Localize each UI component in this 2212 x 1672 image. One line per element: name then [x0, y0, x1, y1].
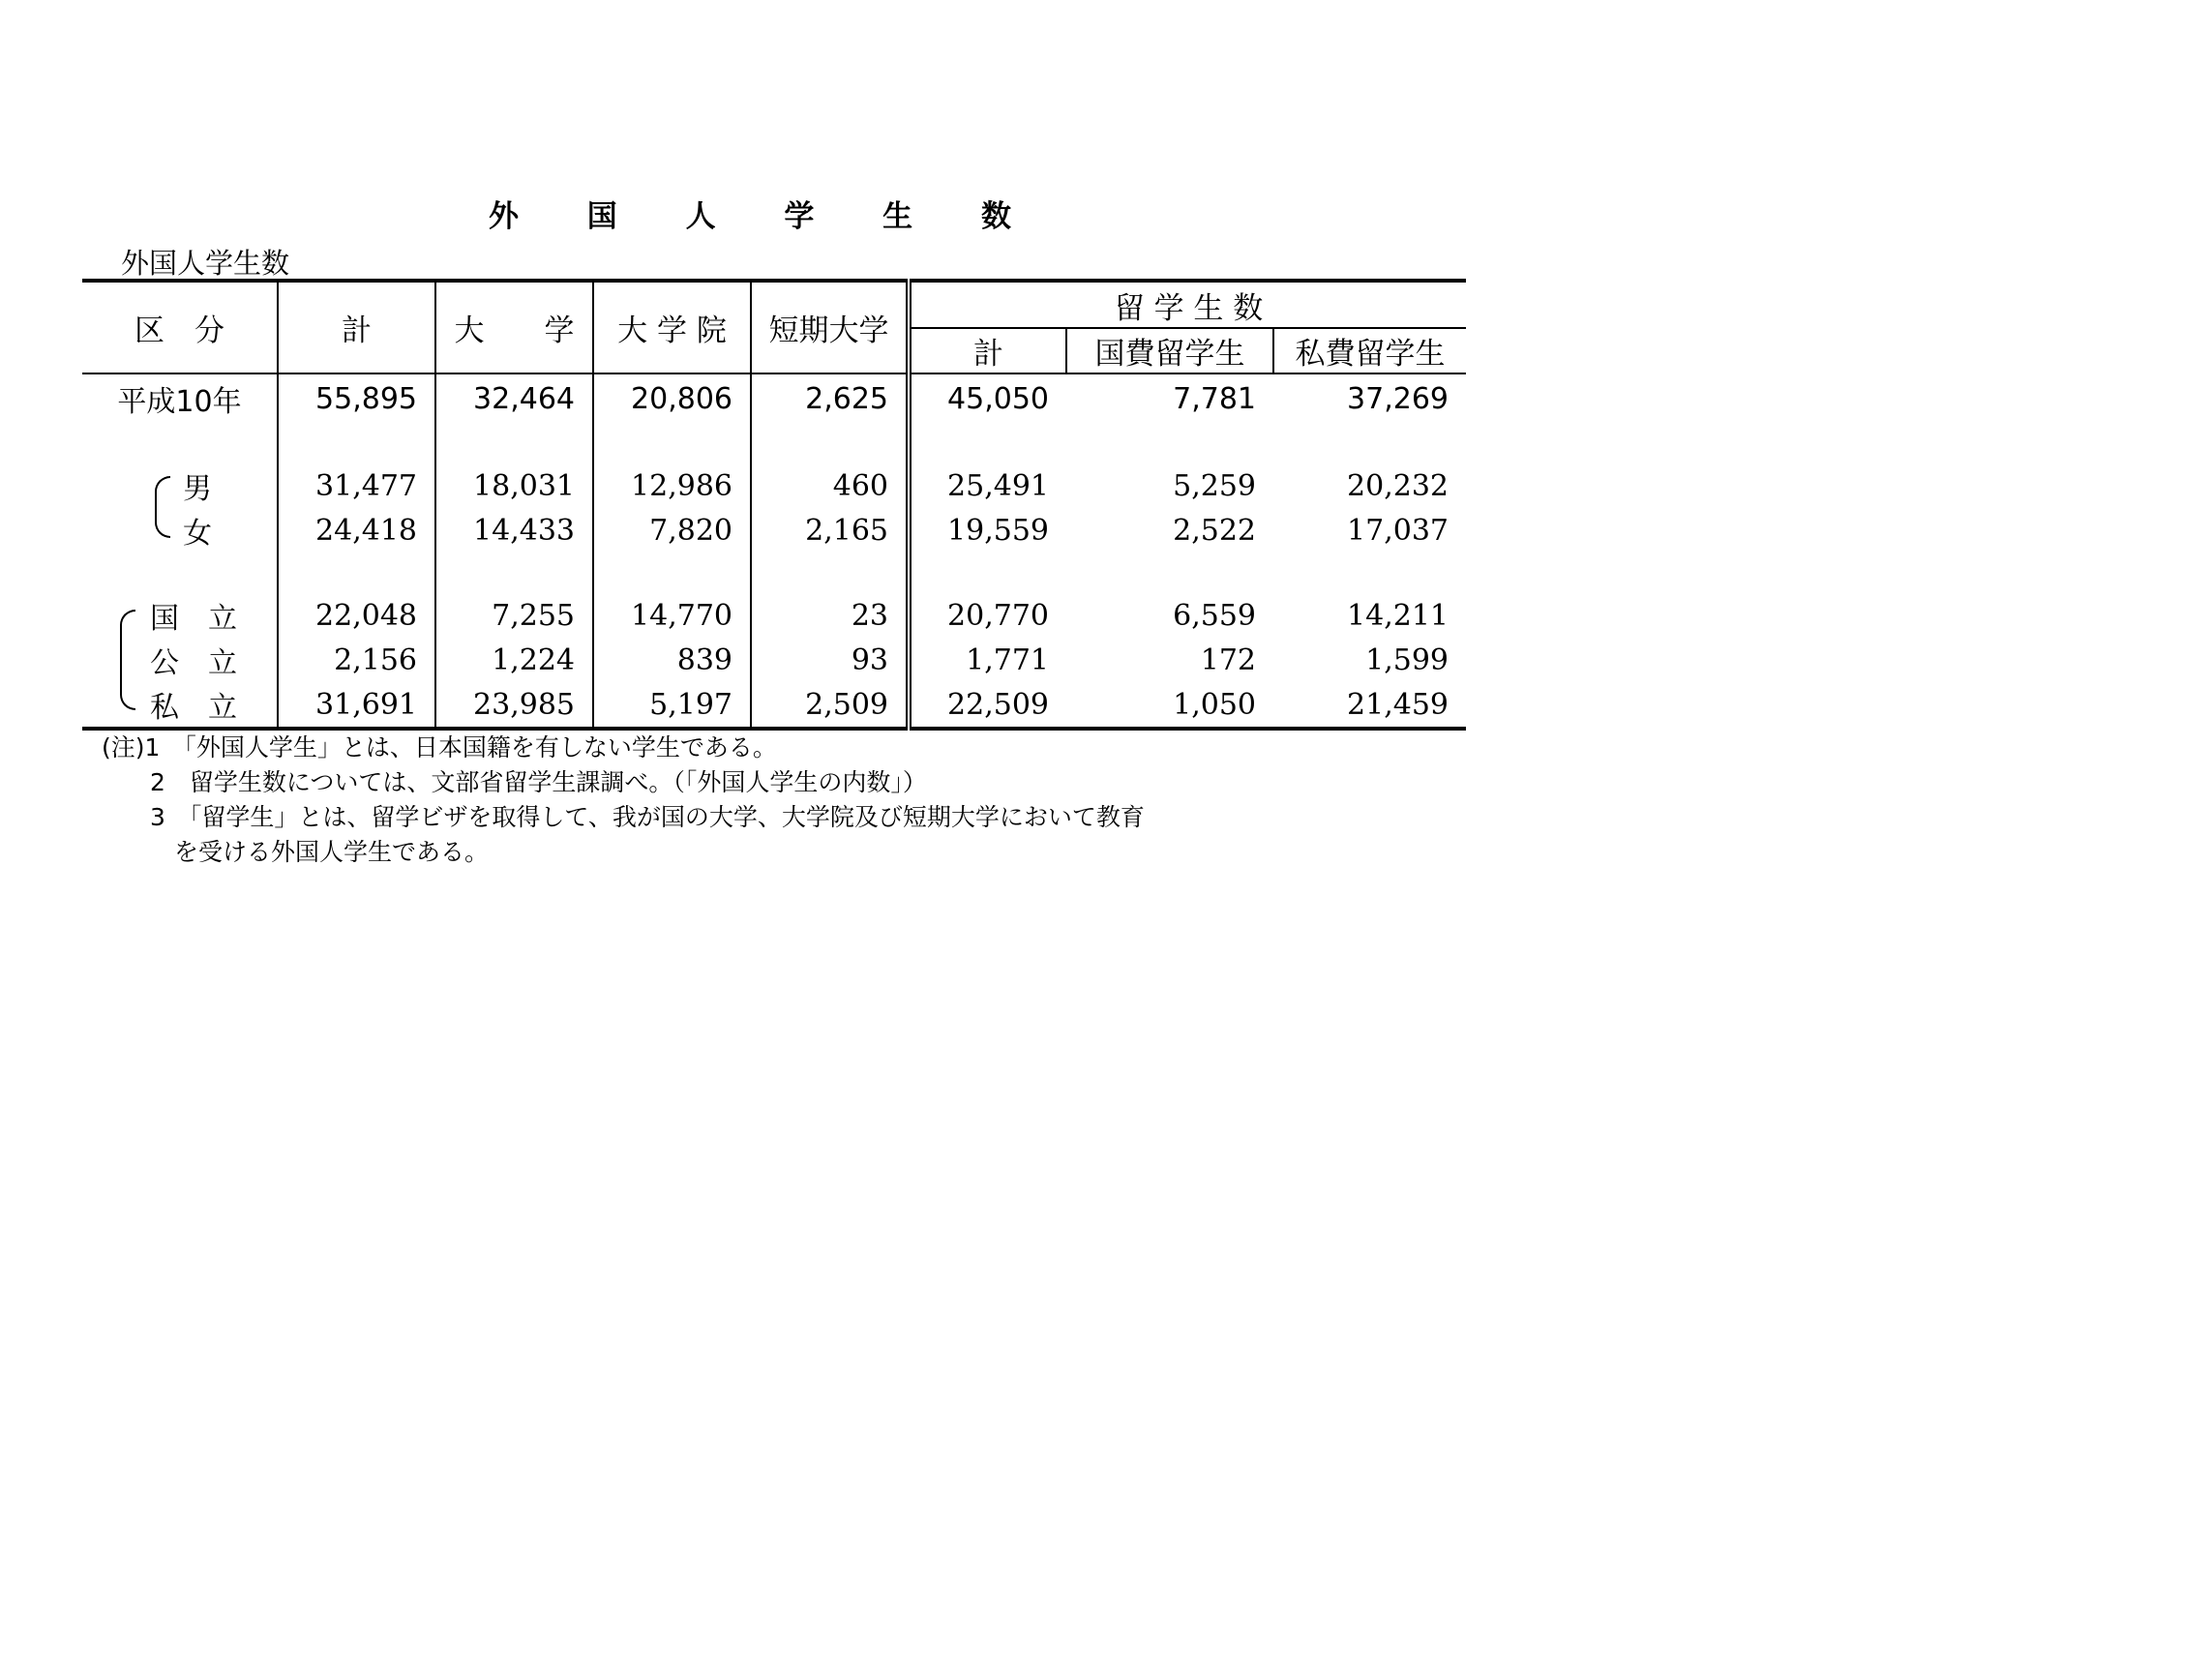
footnote-1: (注)1 「外国人学生」とは、日本国籍を有しない学生である。 — [102, 733, 777, 761]
table-row — [82, 593, 1466, 638]
row-label: 女 — [183, 517, 212, 551]
cell: 172 — [1200, 642, 1256, 677]
cell: 45,050 — [909, 373, 1066, 423]
table-row — [82, 463, 1466, 508]
cell: 2,625 — [751, 373, 909, 423]
cell: 2,509 — [751, 682, 909, 729]
table-row — [82, 508, 1466, 552]
cell: 37,269 — [1347, 381, 1449, 416]
cell: 25,491 — [909, 463, 1066, 508]
row-label: 男 — [183, 472, 212, 506]
cell: 5,259 — [1173, 468, 1256, 503]
school-type-bracket — [120, 610, 135, 710]
header-total: 計 — [278, 281, 435, 373]
header-international-students: 留 学 生 数 — [909, 281, 1466, 328]
cell: 2,522 — [1173, 513, 1256, 548]
cell: 14,211 — [1347, 598, 1449, 633]
cell: 460 — [751, 463, 909, 508]
footnote-3-continued: を受ける外国人学生である。 — [102, 838, 490, 866]
cell: 93 — [751, 638, 909, 682]
foreign-students-table — [82, 279, 1466, 731]
cell: 20,232 — [1347, 468, 1449, 503]
cell: 23,985 — [435, 682, 593, 729]
cell: 24,418 — [278, 508, 435, 552]
header-graduate: 大 学 院 — [593, 281, 751, 373]
page-title: 外 国 人 学 生 数 — [489, 199, 1040, 234]
cell: 7,255 — [435, 593, 593, 638]
cell: 20,770 — [909, 593, 1066, 638]
cell: 14,433 — [435, 508, 593, 552]
row-label: 平成10年 — [117, 385, 242, 419]
cell: 2,156 — [278, 638, 435, 682]
row-label: 私 立 — [82, 682, 278, 729]
footnotes — [102, 731, 1145, 870]
table-row — [82, 638, 1466, 682]
cell: 7,781 — [1173, 381, 1256, 416]
cell: 21,459 — [1273, 682, 1466, 729]
cell: 14,770 — [593, 593, 751, 638]
cell: 1,599 — [1365, 642, 1449, 677]
cell: 23 — [751, 593, 909, 638]
header-govt-sponsored: 国費留学生 — [1066, 328, 1273, 373]
cell: 12,986 — [593, 463, 751, 508]
header-university: 大 学 — [435, 281, 593, 373]
cell: 1,771 — [909, 638, 1066, 682]
cell: 22,509 — [909, 682, 1066, 729]
gender-bracket — [155, 476, 170, 538]
cell: 55,895 — [278, 373, 435, 423]
header-privately-funded: 私費留学生 — [1273, 328, 1466, 373]
cell: 31,691 — [278, 682, 435, 729]
table-row — [82, 373, 1466, 423]
cell: 18,031 — [435, 463, 593, 508]
table-row — [82, 682, 1466, 729]
cell: 22,048 — [278, 593, 435, 638]
cell: 839 — [593, 638, 751, 682]
header-intl-total: 計 — [909, 328, 1066, 373]
cell: 32,464 — [435, 373, 593, 423]
cell: 2,165 — [751, 508, 909, 552]
cell: 31,477 — [278, 463, 435, 508]
row-label: 国 立 — [150, 602, 237, 636]
header-category: 区 分 — [82, 281, 278, 373]
cell: 17,037 — [1347, 513, 1449, 548]
row-label: 公 立 — [150, 646, 237, 680]
cell: 7,820 — [593, 508, 751, 552]
cell: 1,224 — [435, 638, 593, 682]
header-junior-college: 短期大学 — [751, 281, 909, 373]
cell: 5,197 — [593, 682, 751, 729]
footnote-2: 2 留学生数については、文部省留学生課調べ。（「外国人学生の内数」） — [102, 768, 927, 796]
cell: 20,806 — [593, 373, 751, 423]
cell: 1,050 — [1066, 682, 1273, 729]
footnote-3: 3 「留学生」とは、留学ビザを取得して、我が国の大学、大学院及び短期大学において教育 — [102, 803, 1145, 831]
table-caption: 外国人学生数 — [121, 247, 290, 280]
cell: 19,559 — [909, 508, 1066, 552]
cell: 6,559 — [1173, 598, 1256, 633]
